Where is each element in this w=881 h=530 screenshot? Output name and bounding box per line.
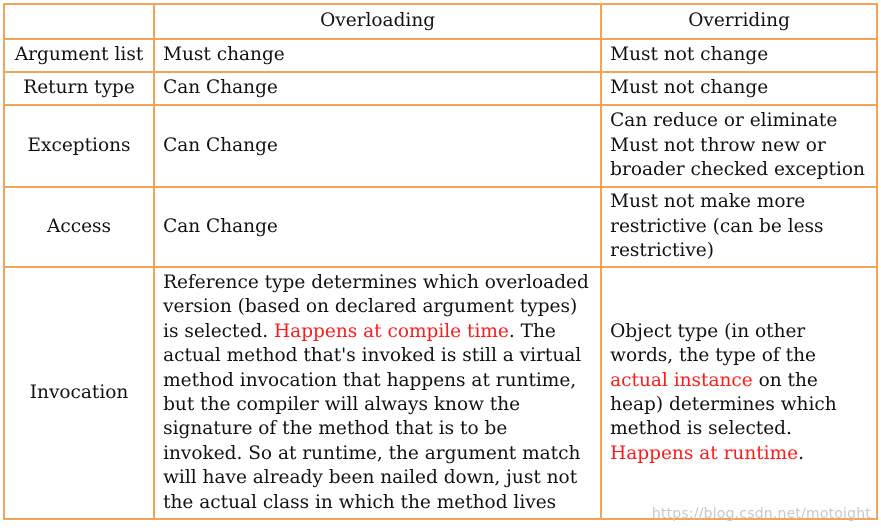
watermark-url: https://blog.csdn.net/motoight (651, 506, 871, 522)
access-overriding-line: restrictive (can be less (610, 215, 824, 237)
cell-return-type-overriding: Must not change (601, 72, 877, 105)
exceptions-overriding-line: broader checked exception (610, 159, 865, 181)
cell-access-overloading: Can Change (154, 187, 601, 267)
row-exceptions (4, 105, 877, 187)
comparison-table (3, 3, 878, 520)
row-label-invocation: Invocation (4, 267, 154, 519)
invocation-overloading-text: . The actual method that's invoked is still a virtual method invocation that happens at runtime, but the compiler will always know the signature of the method that is to be invoked. So at runtime, the argument match will have already been nailed down, just not the actual class in which the method lives (163, 320, 582, 513)
header-overloading: Overloading (154, 4, 601, 39)
exceptions-overriding-line: Can reduce or eliminate (610, 110, 838, 132)
cell-exceptions-overloading: Can Change (154, 105, 601, 187)
row-return-type (4, 72, 877, 105)
access-overriding-line: restrictive) (610, 240, 714, 262)
cell-return-type-overloading: Can Change (154, 72, 601, 105)
actual-instance-highlight: actual instance (610, 369, 753, 391)
exceptions-overriding-line: Must not throw new or (610, 134, 826, 156)
invocation-overriding-text: Object type (in other words, the type of the (610, 320, 816, 367)
row-access (4, 187, 877, 267)
row-label-argument-list: Argument list (4, 39, 154, 72)
header-row (4, 4, 877, 39)
compile-time-highlight: Happens at compile time (274, 320, 509, 342)
header-blank-cell (4, 4, 154, 39)
row-label-return-type: Return type (4, 72, 154, 105)
cell-access-overriding (601, 187, 877, 267)
invocation-overriding-period: . (798, 442, 804, 464)
runtime-highlight: Happens at runtime (610, 442, 799, 464)
invocation-overriding-text: on the heap) determines which method is selected. (610, 369, 837, 440)
row-label-exceptions: Exceptions (4, 105, 154, 187)
invocation-overloading-text: Reference type determines which overloaded version (based on declared argument types) is selected. (163, 271, 589, 342)
cell-exceptions-overriding (601, 105, 877, 187)
cell-invocation-overriding (601, 267, 877, 519)
row-label-access: Access (4, 187, 154, 267)
row-argument-list (4, 39, 877, 72)
access-overriding-line: Must not make more (610, 191, 806, 213)
cell-argument-list-overriding: Must not change (601, 39, 877, 72)
cell-argument-list-overloading: Must change (154, 39, 601, 72)
row-invocation (4, 267, 877, 519)
header-overriding: Overriding (601, 4, 877, 39)
cell-invocation-overloading (154, 267, 601, 519)
